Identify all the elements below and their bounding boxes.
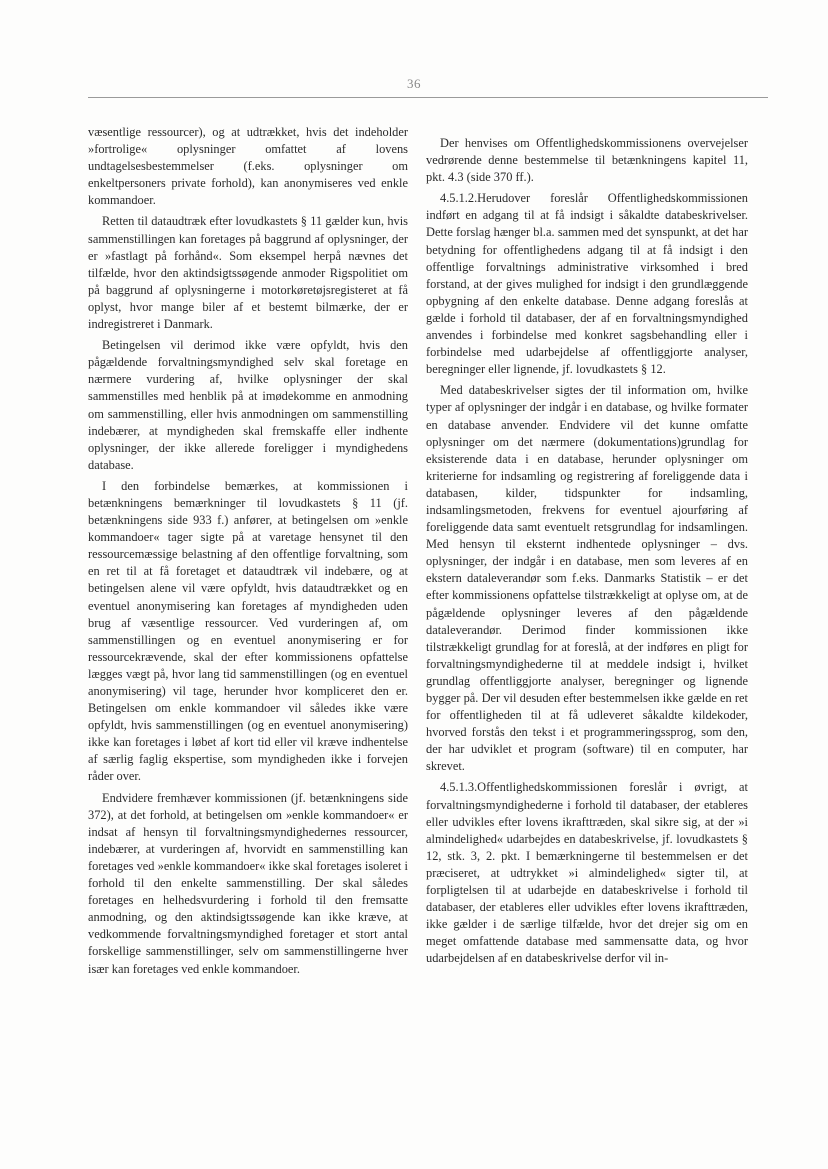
paragraph: Betingelsen vil derimod ikke være opfyldt, hvis den pågældende forvaltningsmyndighed selv skal foretage en nærmere vurdering af, hvilke oplysninger der skal sammenstilles med henblik på at imødekomme en anmodning om sammenstilling, eller hvis anmodningen om sammenstilling indebærer, at myndigheden skal fremskaffe eller indhente oplysninger, der ikke allerede foreligger i myndighedens database. [88, 338, 408, 472]
paragraph: Med databeskrivelser sigtes der til information om, hvilke typer af oplysninger der indgår i en database, og hvilke formater en database anvender. Endvidere vil det kunne omfatte oplysninger om det nærmere (dokumentations)grundlag for eksisterende data i en database, herunder oplysninger om kriterierne for indsamling og registrering af foreliggende data i databasen, kilder, tidspunkter for indsamling, indsamlingsmetoden, frekvens for eventuel ajourføring af foreliggende data samt eventuelt retsgrundlag for indsamlingen. Med hensyn til eksternt indhentede oplysninger – dvs. oplysninger, der indgår i en database, men som leveres af en ekstern dataleverandør som f.eks. Danmarks Statistik – er det efter kommissionens opfattelse tilstrækkeligt at oplyse om, at de pågældende oplysninger leveres af den pågældende dataleverandør. Derimod finder kommissionen ikke tilstrækkeligt grundlag for at foreslå, at der indføres en pligt for forvaltningsmyndighederne til at meddele indsigt i, hvilket grundlag offentliggjorte analyser, beregninger og lignende bygger på. Der vil desuden efter bestemmelsen ikke gælde en ret for offentligheden til at få udleveret såkaldte kildekoder, hvorved forstås den tekst i et programmeringssprog, som den, der har udviklet et program (software) til en computer, har skrevet. [426, 383, 748, 774]
paragraph: væsentlige ressourcer), og at udtrækket, hvis det indeholder »fortrolige« oplysninger omfattet af lovens undtagelsesbestemmelser (f.eks. oplysninger om enkeltpersoners private forhold), kan anonymiseres ved enkle kommandoer. [88, 125, 408, 208]
header-rule [88, 97, 768, 98]
left-column [88, 124, 408, 982]
paragraph: 4.5.1.3.Offentlighedskommissionen foreslår i øvrigt, at forvaltningsmyndighederne i forhold til databaser, der etableres eller udvikles efter lovens ikrafttræden, skal sikre sig, at der »i almindelighed« udarbejdes en databeskrivelse, jf. lovudkastets § 12, stk. 3, 2. pkt. I bemærkningerne til bestemmelsen er det præciseret, at udtrykket »i almindelighed« sigter til, at forpligtelsen til at udarbejde en databeskrivelse i forhold til databaser, der etableres eller udvikles efter lovens ikrafttræden, ikke gælder i de særlige tilfælde, hvor det drejer sig om en meget omfattende database med sammensatte data, og hvor udarbejdelsen af en databeskrivelse derfor vil in- [426, 780, 748, 966]
paragraph: Endvidere fremhæver kommissionen (jf. betænkningens side 372), at det forhold, at betingelsen om »enkle kommandoer« er indsat af hensyn til forvaltningsmyndighedernes ressourcer, indebærer, at vurderingen af, hvorvidt en sammenstilling kan foretages ved »enkle kommandoer« ikke skal foretages isoleret i forhold til den enkelte sammenstilling. Der skal således foretages en helhedsvurdering i forhold til den fremsatte anmodning, og den aktindsigtssøgende kan ikke kræve, at vedkommende forvaltningsmyndighed foretager et stort antal forskellige sammenstillinger, selv om sammenstillingerne hver især kan foretages ved enkle kommandoer. [88, 790, 408, 976]
paragraph: 4.5.1.2.Herudover foreslår Offentlighedskommissionen indført en adgang til at få indsigt i såkaldte databeskrivelser. Dette forslag hænger bl.a. sammen med det synspunkt, at det har betydning for offentlighedens adgang til at få indsigt i den offentlige forvaltnings administrative virksomhed i bred forstand, at der gives mulighed for indsigt i den grundlæggende opbygning af den enkelte database. Denne adgang foreslås at gælde i forhold til databaser, der af en forvaltningsmyndighed anvendes i forbindelse med konkret sagsbehandling eller i forbindelse med udarbejdelse af offentliggjorte analyser, beregninger eller lignende, jf. lovudkastets § 12. [426, 191, 748, 377]
paragraph: Retten til dataudtræk efter lovudkastets § 11 gælder kun, hvis sammenstillingen kan foretages på baggrund af oplysninger, der er »fastlagt på forhånd«. Som eksempel herpå nævnes det tilfælde, hvor den aktindsigtssøgende anmoder Rigspolitiet om på baggrund af oplysningerne i motorkøretøjsregisteret at få oplyst, hvor mange biler af et bestemt bilmærke, der er indregistreret i Danmark. [88, 214, 408, 332]
paragraph: I den forbindelse bemærkes, at kommissionen i betænkningens bemærkninger til lovudkastets § 11 (jf. betænkningens side 933 f.) anfører, at betingelsen om »enkle kommandoer« tager sigte på at varetage hensynet til den ressourcemæssige belastning af den offentlige forvaltning, som en ret til at få foretaget et dataudtræk vil indebære, og at betingelsen alene vil være opfyldt, hvis dataudtrækket og en eventuel anonymisering kan foretages af myndigheden uden brug af væsentlige ressourcer. Ved vurderingen af, om sammenstillingen og en eventuel anonymisering er for ressourcekrævende, skal der efter kommissionens opfattelse lægges vægt på, hvor lang tid sammenstillingen (og en eventuel anonymisering) vil tage, herunder hvor kompliceret den er. Betingelsen om enkle kommandoer vil således ikke være opfyldt, hvis sammenstillingen (og en eventuel anonymisering) ikke kan foretages i løbet af kort tid eller vil kræve indhentelse af særlig faglig ekspertise, som myndigheden ikke i forvejen råder over. [88, 478, 408, 784]
right-column [426, 135, 748, 972]
paragraph: Der henvises om Offentlighedskommissionens overvejelser vedrørende denne bestemmelse til betænkningens kapitel 11, pkt. 4.3 (side 370 ff.). [426, 136, 748, 185]
page-number: 36 [407, 76, 421, 91]
